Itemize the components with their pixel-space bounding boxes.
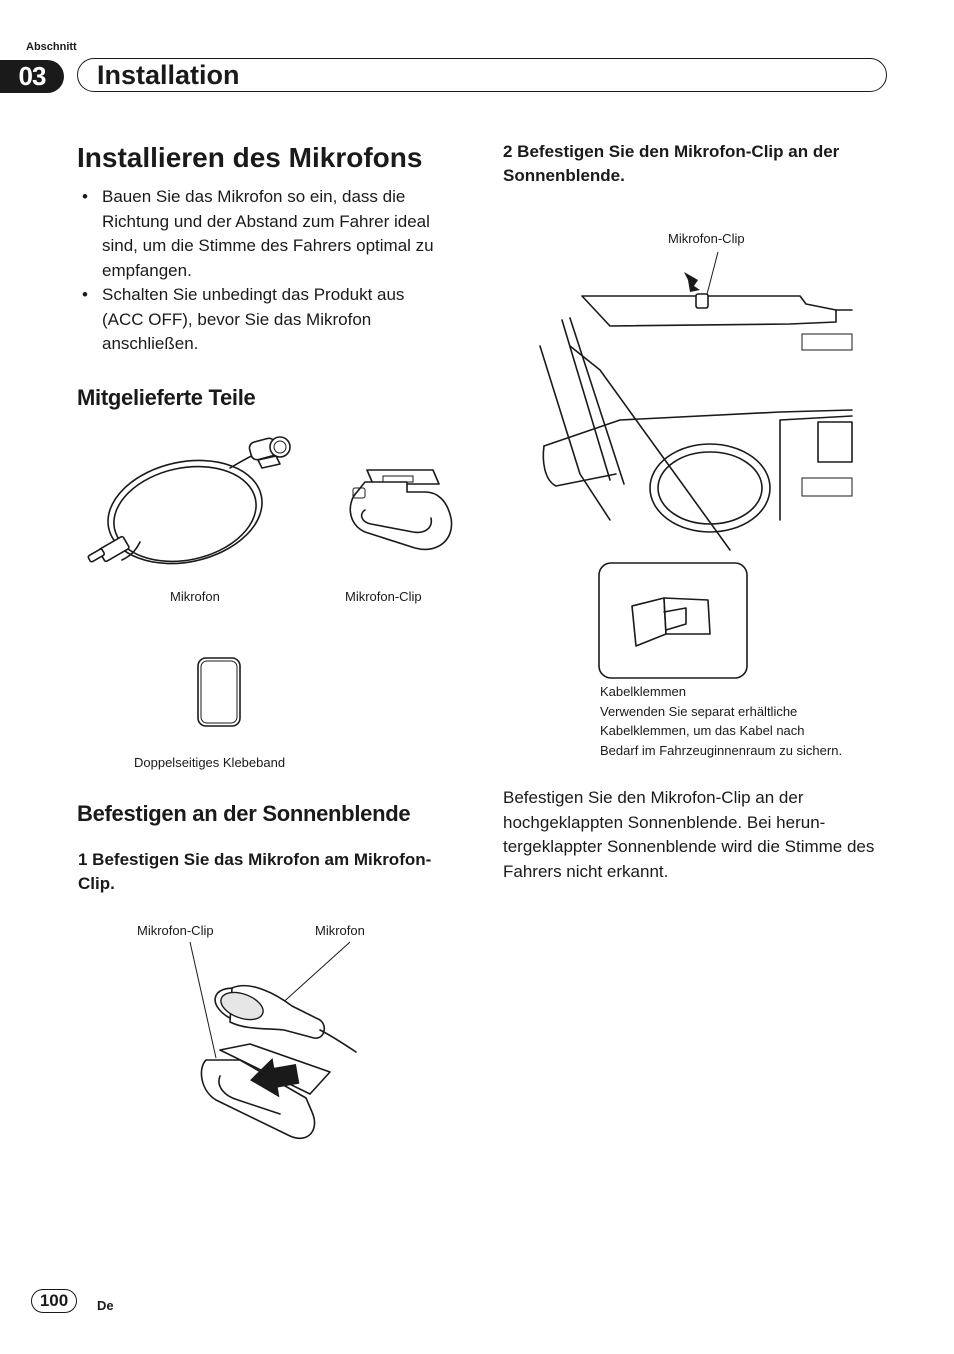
step-1: 1 Befestigen Sie das Mikrofon am Mikrofon-Clip.	[78, 850, 432, 893]
caption-mic-clip: Mikrofon-Clip	[345, 589, 422, 604]
page-title: Installieren des Mikrofons	[77, 142, 423, 173]
visor-heading: Befestigen an der Sonnenblende	[77, 801, 411, 826]
label-mic-clip-visor: Mikrofon-Clip	[668, 231, 745, 246]
parts-heading: Mitgelieferte Teile	[77, 385, 256, 410]
mic-into-clip-illustration	[180, 940, 360, 1150]
intro-bullet-list	[78, 185, 468, 357]
bullet-item: • Schalten Sie unbedingt das Produkt aus (ACC OFF), bevor Sie das Mikrofon anschließen.	[78, 283, 432, 357]
tape-illustration	[196, 656, 242, 728]
bullet-item: • Bauen Sie das Mikrofon so ein, dass die Richtung und der Abstand zum Fahrer ideal sind, um die Stimme des Fahrers optimal zu empfangen.	[78, 185, 462, 283]
section-number-badge: 03	[0, 60, 64, 93]
step-2: 2 Befestigen Sie den Mikrofon-Clip an der Sonnenblende.	[503, 142, 840, 185]
visor-paragraph: Befestigen Sie den Mikrofon-Clip an der hochgeklappten Sonnenblende. Bei herun-tergeklappter Sonnenblende wird die Stimme des Fahrers nicht erkannt.	[503, 788, 875, 881]
section-title: Installation	[97, 60, 240, 90]
caption-microphone: Mikrofon	[170, 589, 220, 604]
microphone-illustration	[80, 430, 300, 580]
car-interior-illustration	[540, 250, 852, 680]
language-code: De	[97, 1298, 114, 1313]
label-mic-clip: Mikrofon-Clip	[137, 923, 214, 938]
caption-tape: Doppelseitiges Klebeband	[134, 755, 286, 770]
cable-clamp-caption: Kabelklemmen Verwenden Sie separat erhältliche Kabelklemmen, um das Kabel nach Bedarf im Fahrzeuginnenraum zu sichern.	[600, 684, 843, 758]
label-microphone: Mikrofon	[315, 923, 365, 938]
page-number: 100	[31, 1289, 77, 1313]
mic-clip-illustration	[345, 462, 460, 562]
section-label: Abschnitt	[26, 41, 77, 53]
